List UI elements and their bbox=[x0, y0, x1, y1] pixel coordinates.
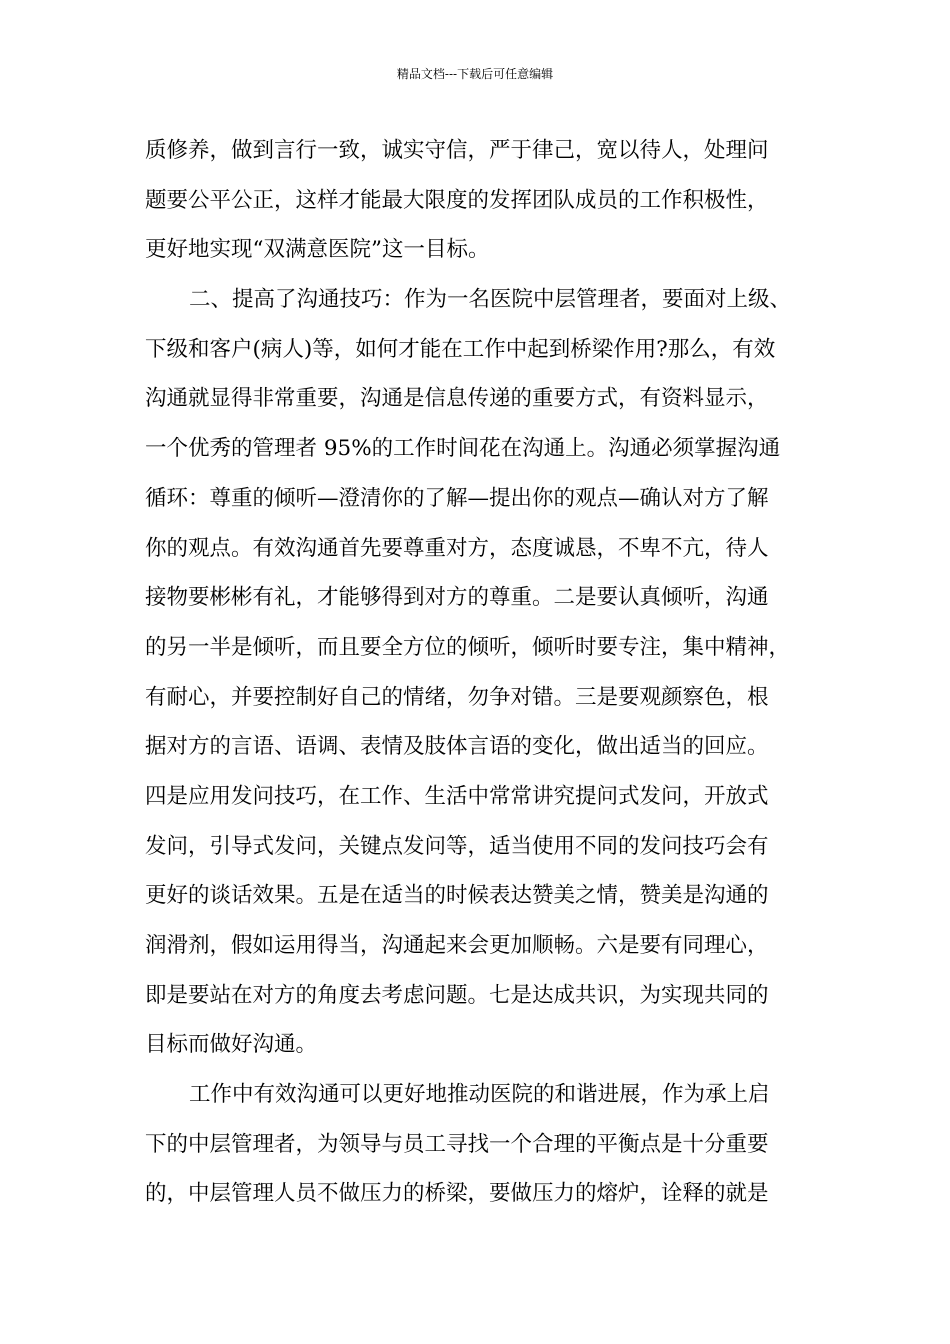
text-line: 发问，引导式发问，关键点发问等，适当使用不同的发问技巧会有 bbox=[145, 833, 769, 859]
text-line: 循环：尊重的倾听—澄清你的了解—提出你的观点—确认对方了解 bbox=[145, 485, 769, 511]
text-line: 四是应用发问技巧，在工作、生活中常常讲究提问式发问，开放式 bbox=[145, 783, 769, 809]
paragraph-3 bbox=[145, 1070, 810, 1219]
text-line: 二、提高了沟通技巧：作为一名医院中层管理者，要面对上级、 bbox=[189, 287, 792, 313]
text-line: 一个优秀的管理者 95%的工作时间花在沟通上。沟通必须掌握沟通 bbox=[145, 436, 781, 462]
text-line: 更好地实现“双满意医院”这一目标。 bbox=[145, 237, 490, 263]
text-line: 据对方的言语、语调、表情及肢体言语的变化，做出适当的回应。 bbox=[145, 734, 769, 760]
text-line: 更好的谈话效果。五是在适当的时候表达赞美之情，赞美是沟通的 bbox=[145, 883, 769, 909]
text-line: 即是要站在对方的角度去考虑问题。七是达成共识，为实现共同的 bbox=[145, 982, 769, 1008]
text-line: 润滑剂，假如运用得当，沟通起来会更加顺畅。六是要有同理心， bbox=[145, 933, 769, 958]
text-line: 的另一半是倾听，而且要全方位的倾听，倾听时要专注，集中精神， bbox=[145, 634, 791, 660]
text-line: 下的中层管理者，为领导与员工寻找一个合理的平衡点是十分重要 bbox=[145, 1131, 769, 1157]
text-line: 题要公平公正，这样才能最大限度的发挥团队成员的工作积极性， bbox=[145, 187, 769, 213]
text-line: 沟通就显得非常重要，沟通是信息传递的重要方式，有资料显示， bbox=[145, 386, 769, 412]
page-header: 精品文档---下载后可任意编辑 bbox=[396, 67, 554, 81]
text-line: 你的观点。有效沟通首先要尊重对方，态度诚恳，不卑不亢，待人 bbox=[145, 535, 769, 561]
text-line: 下级和客户(病人)等，如何才能在工作中起到桥梁作用?那么，有效 bbox=[145, 336, 776, 362]
document-body bbox=[145, 126, 810, 1219]
paragraph-2 bbox=[145, 275, 810, 1070]
text-line: 目标而做好沟通。 bbox=[145, 1032, 318, 1058]
text-line: 的，中层管理人员不做压力的桥梁，要做压力的熔炉，诠释的就是 bbox=[145, 1181, 769, 1207]
paragraph-1 bbox=[145, 126, 810, 275]
text-line: 有耐心，并要控制好自己的情绪，勿争对错。三是要观颜察色，根 bbox=[145, 684, 769, 710]
text-line: 质修养，做到言行一致，诚实守信，严于律己，宽以待人，处理问 bbox=[145, 138, 769, 163]
text-line: 接物要彬彬有礼，才能够得到对方的尊重。二是要认真倾听，沟通 bbox=[145, 585, 769, 611]
text-line: 工作中有效沟通可以更好地推动医院的和谐进展，作为承上启 bbox=[189, 1082, 770, 1108]
